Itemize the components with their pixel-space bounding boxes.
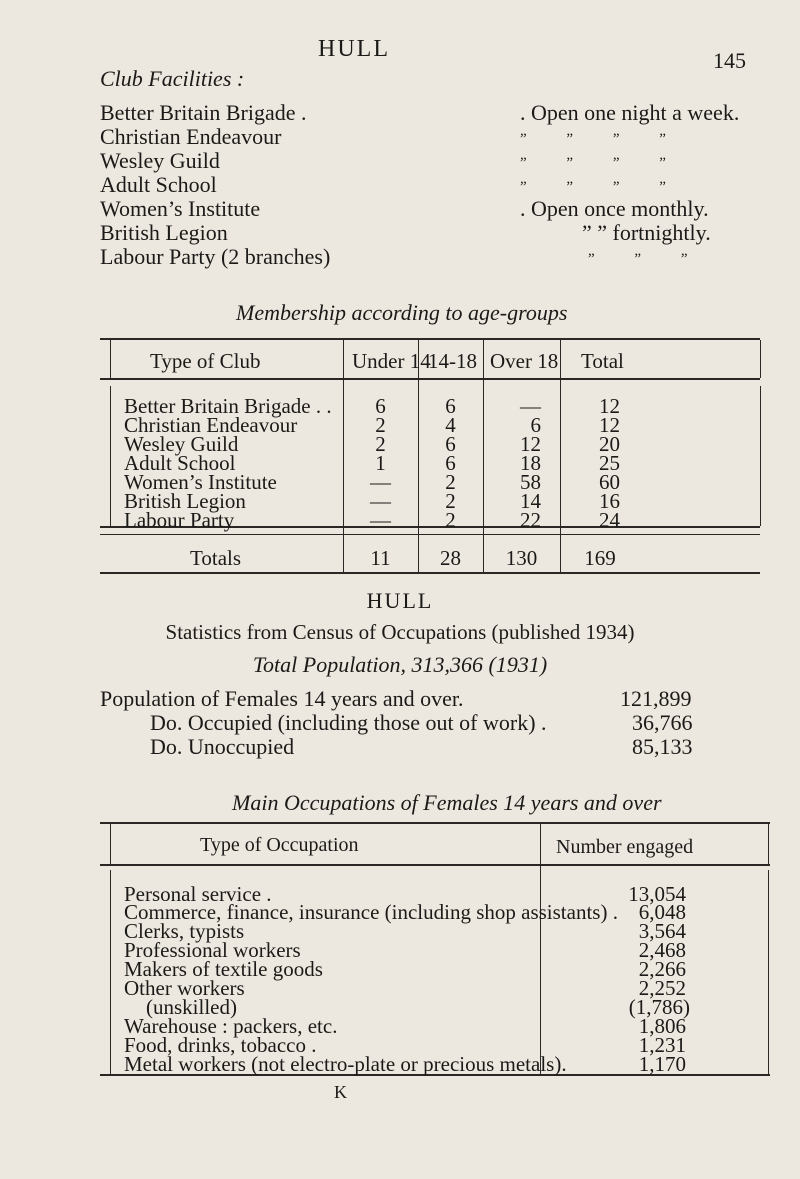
table-border-left [110,824,111,864]
occupation-cell: Commerce, finance, insurance (including shop assistants) . [124,900,618,924]
page-number: 145 [713,48,746,73]
facility-name: Labour Party (2 branches) [100,244,331,269]
facility-name: Better Britain Brigade . [100,100,307,125]
total-cell: 12 [599,413,620,437]
population-row [100,686,464,712]
table-border-right [760,386,761,526]
population-value: 36,766 [632,710,693,735]
over-18-cell: — [520,394,541,418]
age-14-18-cell: 6 [445,451,456,475]
occupation-cell: Other workers [124,976,245,1000]
under-14-cell: 2 [375,413,386,437]
facility-row [100,148,760,174]
facility-note: ” ” ” ” [520,131,684,147]
population-row [150,734,294,760]
table-rule-header [100,378,760,380]
under-14-cell: — [370,508,391,532]
age-14-18-total: 28 [440,546,461,570]
club-type-cell: Adult School [124,451,236,475]
membership-heading: Membership according to age-groups [236,300,568,325]
under-14-cell: 2 [375,432,386,456]
number-engaged-cell: 6,048 [638,900,686,924]
over-18-cell: 14 [520,489,541,513]
age-14-18-cell: 4 [445,413,456,437]
club-type-cell: Wesley Guild [124,432,239,456]
over-18-cell: 58 [520,470,541,494]
number-engaged-cell: 1,170 [638,1052,686,1076]
club-type-cell: British Legion [124,489,246,513]
number-engaged-cell: 2,468 [638,938,686,962]
table-rule-header [100,864,770,866]
facility-row [100,100,760,126]
table-border-left [110,386,111,526]
facility-note: . Open once monthly. [520,196,709,221]
facility-row [100,220,760,246]
population-label: Do. Unoccupied [150,734,295,759]
age-14-18-cell: 6 [445,394,456,418]
total-cell: 25 [599,451,620,475]
column-header: Type of Club [150,349,261,373]
table-rule-totals [100,572,760,574]
facility-name: Adult School [100,172,217,197]
census-subtitle: Statistics from Census of Occupations (published 1934) [165,620,635,644]
table-border-left [110,340,111,378]
total-cell: 24 [599,508,620,532]
number-engaged-cell: 2,252 [638,976,686,1000]
under-14-cell: 6 [375,394,386,418]
table-border-right [760,340,761,378]
over-18-total: 130 [505,546,538,570]
over-18-cell: 22 [520,508,541,532]
facility-name: British Legion [100,220,228,245]
table-rule-top [100,822,770,824]
occupation-cell: Food, drinks, tobacco . [124,1033,317,1057]
number-engaged-cell: 1,806 [638,1014,686,1038]
over-18-cell: 6 [530,413,541,437]
facility-row [100,124,760,150]
population-value: 121,899 [620,686,692,711]
occupation-cell: Makers of textile goods [124,957,323,981]
age-14-18-cell: 2 [445,470,456,494]
running-title: HULL [318,36,390,62]
total-cell: 20 [599,432,620,456]
facility-name: Wesley Guild [100,148,220,173]
column-header: Number engaged [556,836,694,858]
population-label: Do. Occupied (including those out of work) . [150,710,547,735]
facility-row [100,196,760,222]
table-border-left [110,870,111,1074]
column-header: Under 14 [352,349,431,373]
club-facilities-heading: Club Facilities : [100,66,245,91]
under-14-cell: — [370,489,391,513]
occupation-cell: (unskilled) [146,995,237,1019]
population-row [150,710,547,736]
total-population: Total Population, 313,366 (1931) [252,652,548,677]
facility-note: ” ” ” ” [520,155,684,171]
column-header: 14-18 [428,349,477,373]
census-place: HULL [366,588,434,613]
age-14-18-cell: 2 [445,508,456,532]
occupation-cell: Warehouse : packers, etc. [124,1014,338,1038]
age-14-18-cell: 2 [445,489,456,513]
number-engaged-cell: 1,231 [638,1033,686,1057]
column-header: Total [581,349,624,373]
facility-note: ” ” ” ” [520,179,684,195]
totals-label: Totals [190,546,242,570]
facility-note: ” ” fortnightly. [582,220,711,245]
under-14-cell: — [370,470,391,494]
over-18-cell: 12 [520,432,541,456]
signature-mark: K [334,1082,347,1102]
occupation-cell: Professional workers [124,938,301,962]
number-engaged-cell: (1,786) [628,995,690,1019]
under-14-total: 11 [370,546,391,570]
table-border-right [768,870,769,1074]
table-rule-double [100,534,760,535]
facility-name: Women’s Institute [100,196,261,221]
occupation-cell: Personal service . [124,882,272,906]
facility-name: Christian Endeavour [100,124,282,149]
club-type-cell: Labour Party [124,508,235,532]
grand-total: 169 [584,546,616,570]
column-header: Over 18 [490,349,559,373]
occupation-cell: Clerks, typists [124,919,245,943]
club-type-cell: Christian Endeavour [124,413,298,437]
table-rule-top [100,338,760,340]
table-border-right [768,824,769,864]
total-cell: 12 [599,394,620,418]
total-cell: 60 [599,470,620,494]
under-14-cell: 1 [375,451,386,475]
over-18-cell: 18 [520,451,541,475]
facility-note: ” ” ” [588,251,706,267]
occupations-heading: Main Occupations of Females 14 years and over [232,790,662,815]
number-engaged-cell: 2,266 [638,957,686,981]
occupation-cell: Metal workers (not electro-plate or precious metals). [124,1052,567,1076]
number-engaged-cell: 3,564 [638,919,686,943]
facility-row [100,172,760,198]
facility-note: . Open one night a week. [520,100,740,125]
total-cell: 16 [599,489,620,513]
column-header: Type of Occupation [200,834,359,856]
population-label: Population of Females 14 years and over. [100,686,464,711]
facility-row [100,244,760,270]
running-head [0,36,800,73]
club-type-cell: Better Britain Brigade . . [124,394,332,418]
population-value: 85,133 [632,734,693,759]
number-engaged-cell: 13,054 [628,882,686,906]
club-type-cell: Women’s Institute [124,470,277,494]
age-14-18-cell: 6 [445,432,456,456]
